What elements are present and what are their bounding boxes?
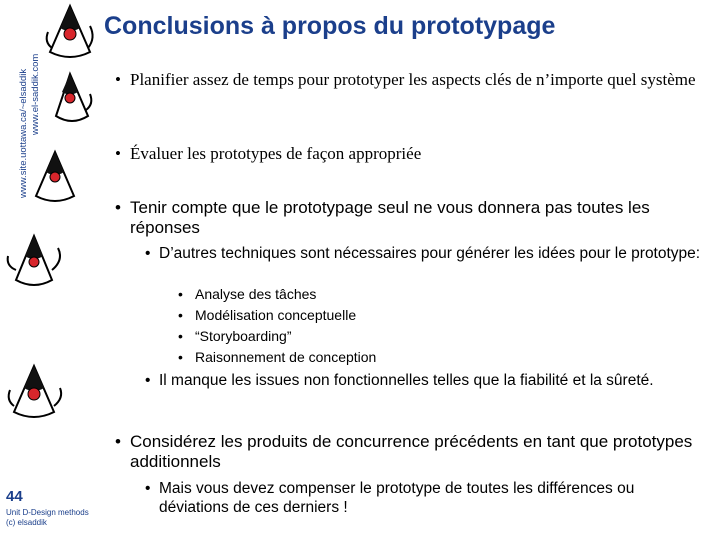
sub-sub-bullet-item: [178, 326, 376, 347]
bullet-text: Analyse des tâches: [195, 286, 317, 302]
footer-unit: Unit D-Design methods: [6, 508, 89, 517]
bullet-text: Il manque les issues non fonctionnelles telles que la fiabilité et la sûreté.: [159, 372, 654, 389]
bullet-text: Planifier assez de temps pour prototyper les aspects clés de n’importe quel système: [130, 70, 696, 89]
bullet-item: [115, 70, 705, 90]
bullet-item: [115, 432, 705, 472]
java-duke-mascot-icon: [4, 360, 66, 426]
sub-bullet-item: [145, 479, 705, 517]
bullet-symbol: •: [115, 70, 121, 89]
bullet-text: Évaluer les prototypes de façon appropriée: [130, 144, 422, 163]
vertical-url-site: www.site.uottawa.ca/~elsaddik: [18, 68, 29, 198]
bullet-text: Tenir compte que le prototypage seul ne vous donnera pas toutes les réponses: [130, 198, 650, 237]
java-duke-mascot-icon: [40, 2, 100, 66]
bullet-symbol: •: [115, 198, 121, 217]
slide-title: Conclusions à propos du prototypage: [104, 12, 556, 40]
bullet-text: Mais vous devez compenser le prototype de toutes les différences ou déviations de ces derniers !: [159, 480, 635, 516]
sub-bullet-item: [145, 244, 705, 263]
java-duke-mascot-icon: [50, 70, 96, 130]
bullet-symbol: •: [178, 328, 183, 344]
bullet-text: Considérez les produits de concurrence précédents en tant que prototypes additionnels: [130, 432, 693, 471]
bullet-text: “Storyboarding”: [195, 328, 292, 344]
bullet-symbol: •: [145, 372, 151, 389]
bullet-symbol: •: [115, 144, 121, 163]
bullet-symbol: •: [178, 286, 183, 302]
sub-bullet-item: [145, 371, 705, 390]
sub-sub-bullet-item: [178, 305, 376, 326]
page-number: 44: [6, 488, 23, 505]
bullet-symbol: •: [145, 480, 151, 497]
bullet-text: D’autres techniques sont nécessaires pour générer les idées pour le prototype:: [159, 245, 701, 262]
sub-sub-bullet-item: [178, 347, 376, 368]
bullet-text: Modélisation conceptuelle: [195, 307, 357, 323]
bullet-symbol: •: [145, 245, 151, 262]
vertical-url-home: www.el-saddik.com: [30, 53, 41, 135]
java-duke-mascot-icon: [30, 148, 80, 210]
footer-copyright: (c) elsaddik: [6, 518, 47, 527]
bullet-item: [115, 198, 705, 238]
bullet-text: Raisonnement de conception: [195, 349, 377, 365]
bullet-symbol: •: [178, 349, 183, 365]
bullet-item: [115, 144, 705, 164]
sub-sub-bullet-list: [178, 284, 376, 368]
java-duke-mascot-icon: [4, 230, 66, 296]
bullet-symbol: •: [178, 307, 183, 323]
sub-sub-bullet-item: [178, 284, 376, 305]
bullet-symbol: •: [115, 432, 121, 451]
